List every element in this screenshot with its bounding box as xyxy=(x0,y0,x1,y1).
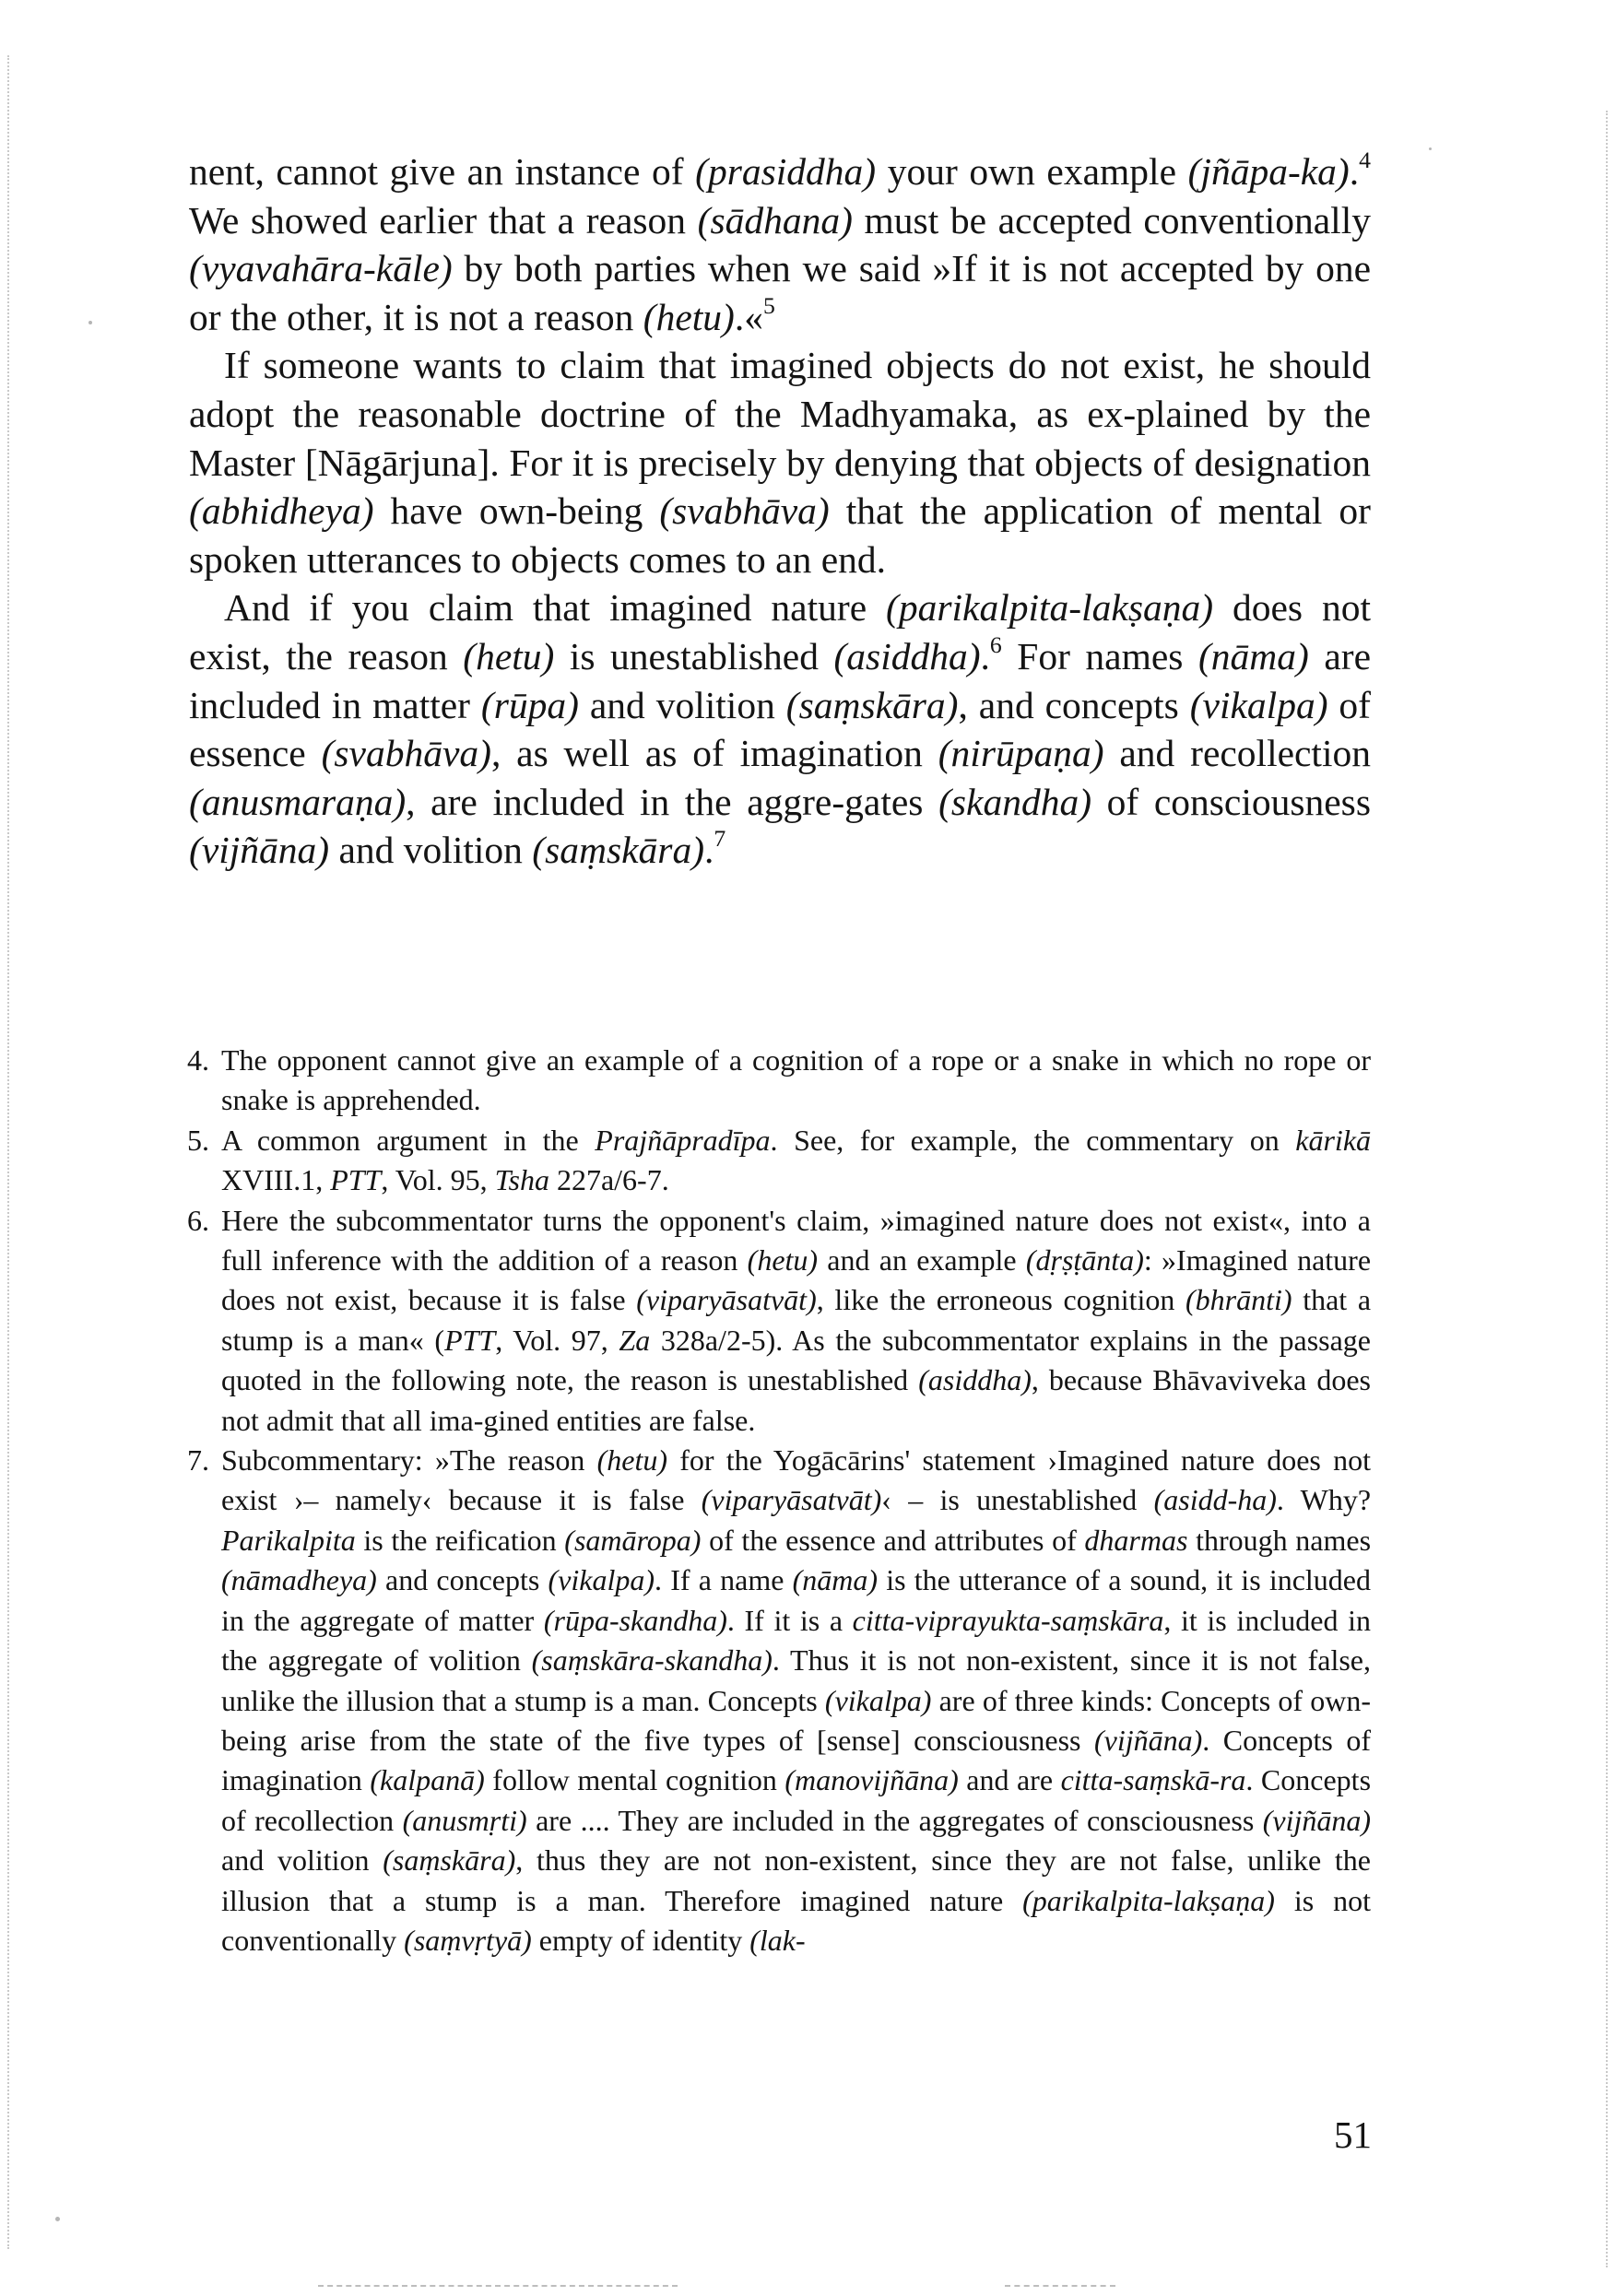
scan-bottom-mark xyxy=(1005,2285,1115,2287)
text-run: must be accepted conventionally xyxy=(852,198,1371,241)
text-run: For names xyxy=(1001,634,1198,677)
text-run: Subcommentary: »The reason xyxy=(221,1443,597,1478)
italic-term: Tsha xyxy=(494,1163,549,1197)
text-run: . xyxy=(1349,150,1360,193)
italic-term: (jñāpa-ka) xyxy=(1187,150,1350,193)
italic-term: (vijñāna) xyxy=(189,829,330,872)
text-run: empty of identity xyxy=(531,1923,750,1957)
footnote-4 xyxy=(189,1041,1371,1121)
text-run: of essence xyxy=(189,683,1371,775)
text-run: .« xyxy=(734,295,763,338)
text-run: and an example xyxy=(818,1243,1026,1278)
italic-term: (hetu) xyxy=(643,295,735,338)
text-run: We showed earlier that a reason xyxy=(189,198,698,241)
italic-term: (nāma) xyxy=(792,1563,879,1597)
text-run: and volition xyxy=(329,829,533,872)
text-run: . If it is a xyxy=(726,1603,853,1637)
text-run: are of three kinds: Concepts of own-being arise from the state of the five types of [sense] consciousness xyxy=(221,1683,1372,1757)
italic-term: (viparyāsatvāt) xyxy=(636,1283,817,1317)
text-run: your own example xyxy=(876,150,1188,193)
text-run: . Concepts of recollection xyxy=(221,1763,1372,1837)
italic-term: (sādhana) xyxy=(697,198,853,241)
scan-speck xyxy=(1429,147,1432,150)
italic-term: (lak- xyxy=(749,1923,806,1957)
italic-term: kārikā xyxy=(1295,1123,1372,1157)
text-run: . See, for example, the commentary on xyxy=(770,1123,1296,1157)
italic-term: (rūpa) xyxy=(480,683,579,726)
italic-term: (asiddha) xyxy=(833,634,981,677)
text-run: is the reification xyxy=(355,1523,565,1557)
text-run: A common argument in the xyxy=(221,1123,596,1157)
italic-term: (prasiddha) xyxy=(695,150,877,193)
text-run: , it is included in the aggregate of volition xyxy=(221,1603,1372,1678)
italic-term: (vijñāna) xyxy=(1093,1723,1203,1757)
italic-term: citta-saṃskā-ra xyxy=(1060,1763,1246,1797)
footnote-6 xyxy=(189,1201,1371,1441)
text-run: . xyxy=(704,829,714,872)
text-run: of consciousness xyxy=(1091,780,1371,823)
italic-term: (saṃskāra) xyxy=(383,1843,516,1878)
italic-term: (nāma) xyxy=(1197,634,1309,677)
text-run: Here the subcommentator turns the opponent's claim, »imagined nature does not exist«, into a full inference with the addition of a reason xyxy=(221,1203,1371,1278)
italic-term: (samāropa) xyxy=(564,1523,702,1557)
text-run: 328a/2-5). As the subcommentator explains in the passage quoted in the following note, the reason is unestablished xyxy=(221,1323,1372,1397)
page-number: 51 xyxy=(1334,2113,1372,2156)
italic-term: Prajñāpradīpa xyxy=(595,1123,771,1157)
text-run: is unestablished xyxy=(554,634,834,677)
paragraph-1 xyxy=(189,147,1371,341)
text-run: , Vol. 97, xyxy=(495,1323,619,1357)
paragraph-3 xyxy=(189,583,1371,875)
text-run: does not exist, the reason xyxy=(189,586,1371,677)
italic-term: (abhidheya) xyxy=(189,489,374,533)
italic-term: (viparyāsatvāt) xyxy=(701,1483,882,1517)
italic-term: (bhrānti) xyxy=(1185,1283,1292,1317)
text-run: follow mental cognition xyxy=(484,1763,785,1797)
scan-edge-left xyxy=(7,55,9,2249)
text-run: . xyxy=(980,634,990,677)
text-run: are included in matter xyxy=(189,634,1372,726)
scan-bottom-mark xyxy=(318,2285,678,2287)
text-run: . Concepts of imagination xyxy=(221,1723,1372,1797)
footnote-7 xyxy=(189,1441,1371,1960)
text-run: , Vol. 95, xyxy=(381,1163,495,1197)
text-run: And if you claim that imagined nature xyxy=(224,586,887,630)
italic-term: (parikalpita-lakṣaṇa) xyxy=(886,586,1214,630)
text-run: , thus they are not non-existent, since they are not false, unlike the illusion that a stump is a man. Therefore imagined nature xyxy=(221,1843,1371,1917)
text-run: that a stump is a man« ( xyxy=(221,1283,1372,1357)
italic-term: (rūpa-skandha) xyxy=(543,1603,727,1637)
italic-term: (vikalpa) xyxy=(824,1683,932,1717)
footnote-reference: 6 xyxy=(989,630,1002,658)
italic-term: (asiddha) xyxy=(918,1363,1032,1397)
text-run: , as well as of imagination xyxy=(490,732,938,775)
italic-term: (dṛṣṭānta) xyxy=(1025,1243,1144,1278)
footnote-number: 6. xyxy=(187,1203,209,1237)
italic-term: (kalpanā) xyxy=(370,1763,485,1797)
footnote-number: 7. xyxy=(187,1443,209,1478)
italic-term: Parikalpita xyxy=(221,1523,356,1557)
footnote-reference: 7 xyxy=(714,825,726,853)
text-run: through names xyxy=(1187,1523,1372,1557)
text-run: is not conventionally xyxy=(221,1883,1372,1957)
italic-term: PTT xyxy=(444,1323,496,1357)
italic-term: (saṃvṛtyā) xyxy=(404,1923,532,1957)
text-run: by both parties when we said »If it is not accepted by one or the other, it is not a reason xyxy=(189,247,1371,338)
text-run: for the Yogācārins' statement ›Imagined nature does not exist ›– namely‹ because it is false xyxy=(221,1443,1371,1517)
italic-term: (hetu) xyxy=(463,634,555,677)
italic-term: (vijñāna) xyxy=(1262,1803,1372,1837)
text-run: , are included in the aggre-gates xyxy=(406,780,939,823)
italic-term: (skandha) xyxy=(938,780,1092,823)
text-run: . Why? xyxy=(1276,1483,1372,1517)
italic-term: (saṃskāra) xyxy=(785,683,959,726)
text-run: and recollection xyxy=(1103,732,1371,775)
footnote-reference: 5 xyxy=(762,291,775,319)
text-run: are .... They are included in the aggregates of consciousness xyxy=(526,1803,1263,1837)
italic-term: (nāmadheya) xyxy=(221,1563,377,1597)
footnote-reference: 4 xyxy=(1359,147,1371,173)
footnotes xyxy=(189,1041,1371,1960)
text-run: : »Imagined nature does not exist, because it is false xyxy=(221,1243,1372,1317)
italic-term: (asidd-ha) xyxy=(1153,1483,1277,1517)
italic-term: (anusmaraṇa) xyxy=(189,780,407,823)
main-text xyxy=(189,147,1371,875)
text-run: . Thus it is not non-existent, since it is not false, unlike the illusion that a stump is a man. Concepts xyxy=(221,1643,1372,1717)
italic-term: (parikalpita-lakṣaṇa) xyxy=(1022,1883,1275,1917)
text-run: nent, cannot give an instance of xyxy=(189,150,696,193)
italic-term: (vikalpa) xyxy=(548,1563,655,1597)
italic-term: citta-viprayukta-saṃskāra xyxy=(852,1603,1164,1637)
italic-term: (saṃskāra) xyxy=(532,829,705,872)
italic-term: (hetu) xyxy=(747,1243,819,1278)
text-run: 227a/6-7. xyxy=(548,1163,669,1197)
text-run: . If a name xyxy=(655,1563,793,1597)
text-run: is the utterance of a sound, it is included in the aggregate of matter xyxy=(221,1563,1372,1637)
text-run: If someone wants to claim that imagined objects do not exist, he should adopt the reasonable doctrine of the Madhyamaka, as ex-plained by the Master [Nāgārjuna]. For it is precisely by denying that objects of designation xyxy=(189,344,1371,484)
italic-term: Za xyxy=(619,1323,651,1357)
text-run: and are xyxy=(958,1763,1061,1797)
paragraph-2 xyxy=(189,341,1371,583)
text-run: have own-being xyxy=(373,489,660,533)
text-run: XVIII.1, xyxy=(221,1163,331,1197)
scan-edge-right xyxy=(1606,111,1608,2267)
italic-term: dharmas xyxy=(1084,1523,1188,1557)
text-run: of the essence and attributes of xyxy=(701,1523,1085,1557)
italic-term: (saṃskāra-skandha) xyxy=(531,1643,773,1678)
scan-speck xyxy=(88,321,92,324)
italic-term: (vyavahāra-kāle) xyxy=(189,247,453,290)
text-run: that the application of mental or spoken utterances to objects comes to an end. xyxy=(189,489,1371,581)
italic-term: (manovijñāna) xyxy=(784,1763,959,1797)
text-run: , because Bhāvaviveka does not admit that all ima-gined entities are false. xyxy=(221,1363,1372,1437)
footnote-number: 5. xyxy=(187,1123,209,1157)
footnote-5 xyxy=(189,1121,1371,1201)
italic-term: (anusmṛti) xyxy=(402,1803,527,1837)
italic-term: (nirūpaṇa) xyxy=(938,732,1104,775)
italic-term: (vikalpa) xyxy=(1189,683,1328,726)
text-run: The opponent cannot give an example of a cognition of a rope or a snake in which no rope or snake is apprehended. xyxy=(221,1043,1371,1117)
italic-term: (svabhāva) xyxy=(321,732,491,775)
text-run: ‹ – is unestablished xyxy=(881,1483,1154,1517)
text-run: , and concepts xyxy=(958,683,1190,726)
italic-term: PTT xyxy=(330,1163,382,1197)
italic-term: (hetu) xyxy=(596,1443,667,1478)
text-run: , like the erroneous cognition xyxy=(816,1283,1186,1317)
text-run: and volition xyxy=(578,683,786,726)
footnote-number: 4. xyxy=(187,1043,209,1077)
italic-term: (svabhāva) xyxy=(659,489,830,533)
text-run: and concepts xyxy=(376,1563,548,1597)
text-run: and volition xyxy=(221,1843,383,1878)
scan-speck xyxy=(55,2217,60,2221)
